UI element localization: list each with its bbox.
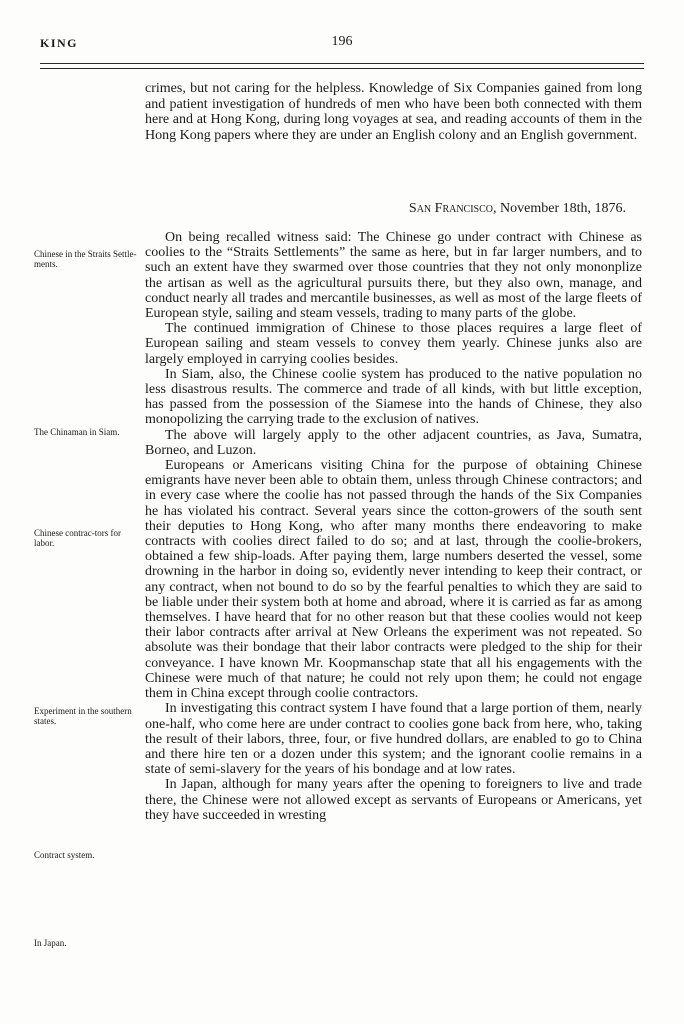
paragraph: In Siam, also, the Chinese coolie system has produced to the native population no less disastrous results. The commerce and trade of all kinds, with but little exception, has passed from the possession of the Siamese into the hands of Chinese, they also monopolizing the carrying trade to the exclusion of natives. xyxy=(145,366,642,428)
dateline xyxy=(409,201,626,217)
marginal-note: Chinese contrac-tors for labor. xyxy=(34,528,121,548)
marginal-note: The Chinaman in Siam. xyxy=(34,427,120,437)
marginal-note: In Japan. xyxy=(34,938,67,948)
dateline-place: San Francisco, xyxy=(408,201,497,216)
paragraph: In Japan, although for many years after the opening to foreigners to live and trade there, the Chinese were not allowed except as servants of Europeans or Americans, yet they have succeeded in wresting xyxy=(145,777,642,823)
body-text xyxy=(145,230,642,823)
paragraph: Europeans or Americans visiting China for the purpose of obtaining Chinese emigrants have never been able to obtain them, unless through Chinese contractors; and in every case where the coolie has not passed through the hands of the Six Companies he has violated his contract. Several years since the cotton-growers of the south sent their deputies to Hong Kong, who after many months there endeavoring to make contracts with coolies direct failed to do so; and at last, through the coolie-brokers, obtained a few ship-loads. After paying them, large numbers deserted the vessel, some drowning in the harbor in doing so, evidently never intending to keep their contract, or any contract, when not bound to do so by the fearful penalties to which they are said to be liable under their system both at home and abroad, where it is carried as far as among themselves. I have heard that for no other reason but that these coolies would not keep their labor contracts after arrival at New Orleans the experiment was not repeated. So absolute was their bondage that their labor contracts were pledged to the ship for their conveyance. I have known Mr. Koopmanschap state that all his engagements with the Chinese were much of that nature; he could not rely upon them; he could not engage them in China except through coolie contractors. xyxy=(145,458,642,702)
header-rule-bottom xyxy=(40,68,644,69)
marginal-note: Experiment in the southern states. xyxy=(34,706,132,726)
marginal-note: Contract system. xyxy=(34,850,95,860)
paragraph: The continued immigration of Chinese to those places requires a large fleet of European sailing and steam vessels to convey them yearly. Chinese junks also are largely employed in carrying coolies besides. xyxy=(145,321,642,367)
page-header xyxy=(40,34,644,54)
page-number: 196 xyxy=(331,34,353,49)
marginal-note: Chinese in the Straits Settle-ments. xyxy=(34,249,137,269)
paragraph: In investigating this contract system I have found that a large portion of them, nearly one-half, who come here are under contract to coolies gone back from here, who, taking the result of their labors, three, four, or five hundred dollars, are enabled to go to China and there hire ten or a dozen under this system; and the ignorant coolie remains in a state of semi-slavery for the years of his bondage and at low rates. xyxy=(145,701,642,778)
running-head: KING xyxy=(40,36,79,50)
paragraph: On being recalled witness said: The Chinese go under contract with Chinese as coolies to the “Straits Settlements” the same as here, but in far larger numbers, and to such an extent have they swarmed over those countries that they not only mononplize the artisan as well as the agricultural pursuits there, but they also own, manage, and conduct nearly all trades and mercantile businesses, as well as most of the large fleets of European style, sailing and steam vessels, trading to many parts of the globe. xyxy=(145,230,642,322)
header-rule-top xyxy=(40,63,644,64)
intro-paragraph: crimes, but not caring for the helpless. Knowledge of Six Companies gained from long and patient investigation of hundreds of men who have been both connected with them here and at Hong Kong, during long voyages at sea, and reading accounts of them in the Hong Kong papers where they are under an English colony and an English government. xyxy=(145,81,642,143)
paragraph: The above will largely apply to the other adjacent countries, as Java, Sumatra, Borneo, and Luzon. xyxy=(145,427,642,458)
dateline-date: November 18th, 1876. xyxy=(500,201,626,216)
